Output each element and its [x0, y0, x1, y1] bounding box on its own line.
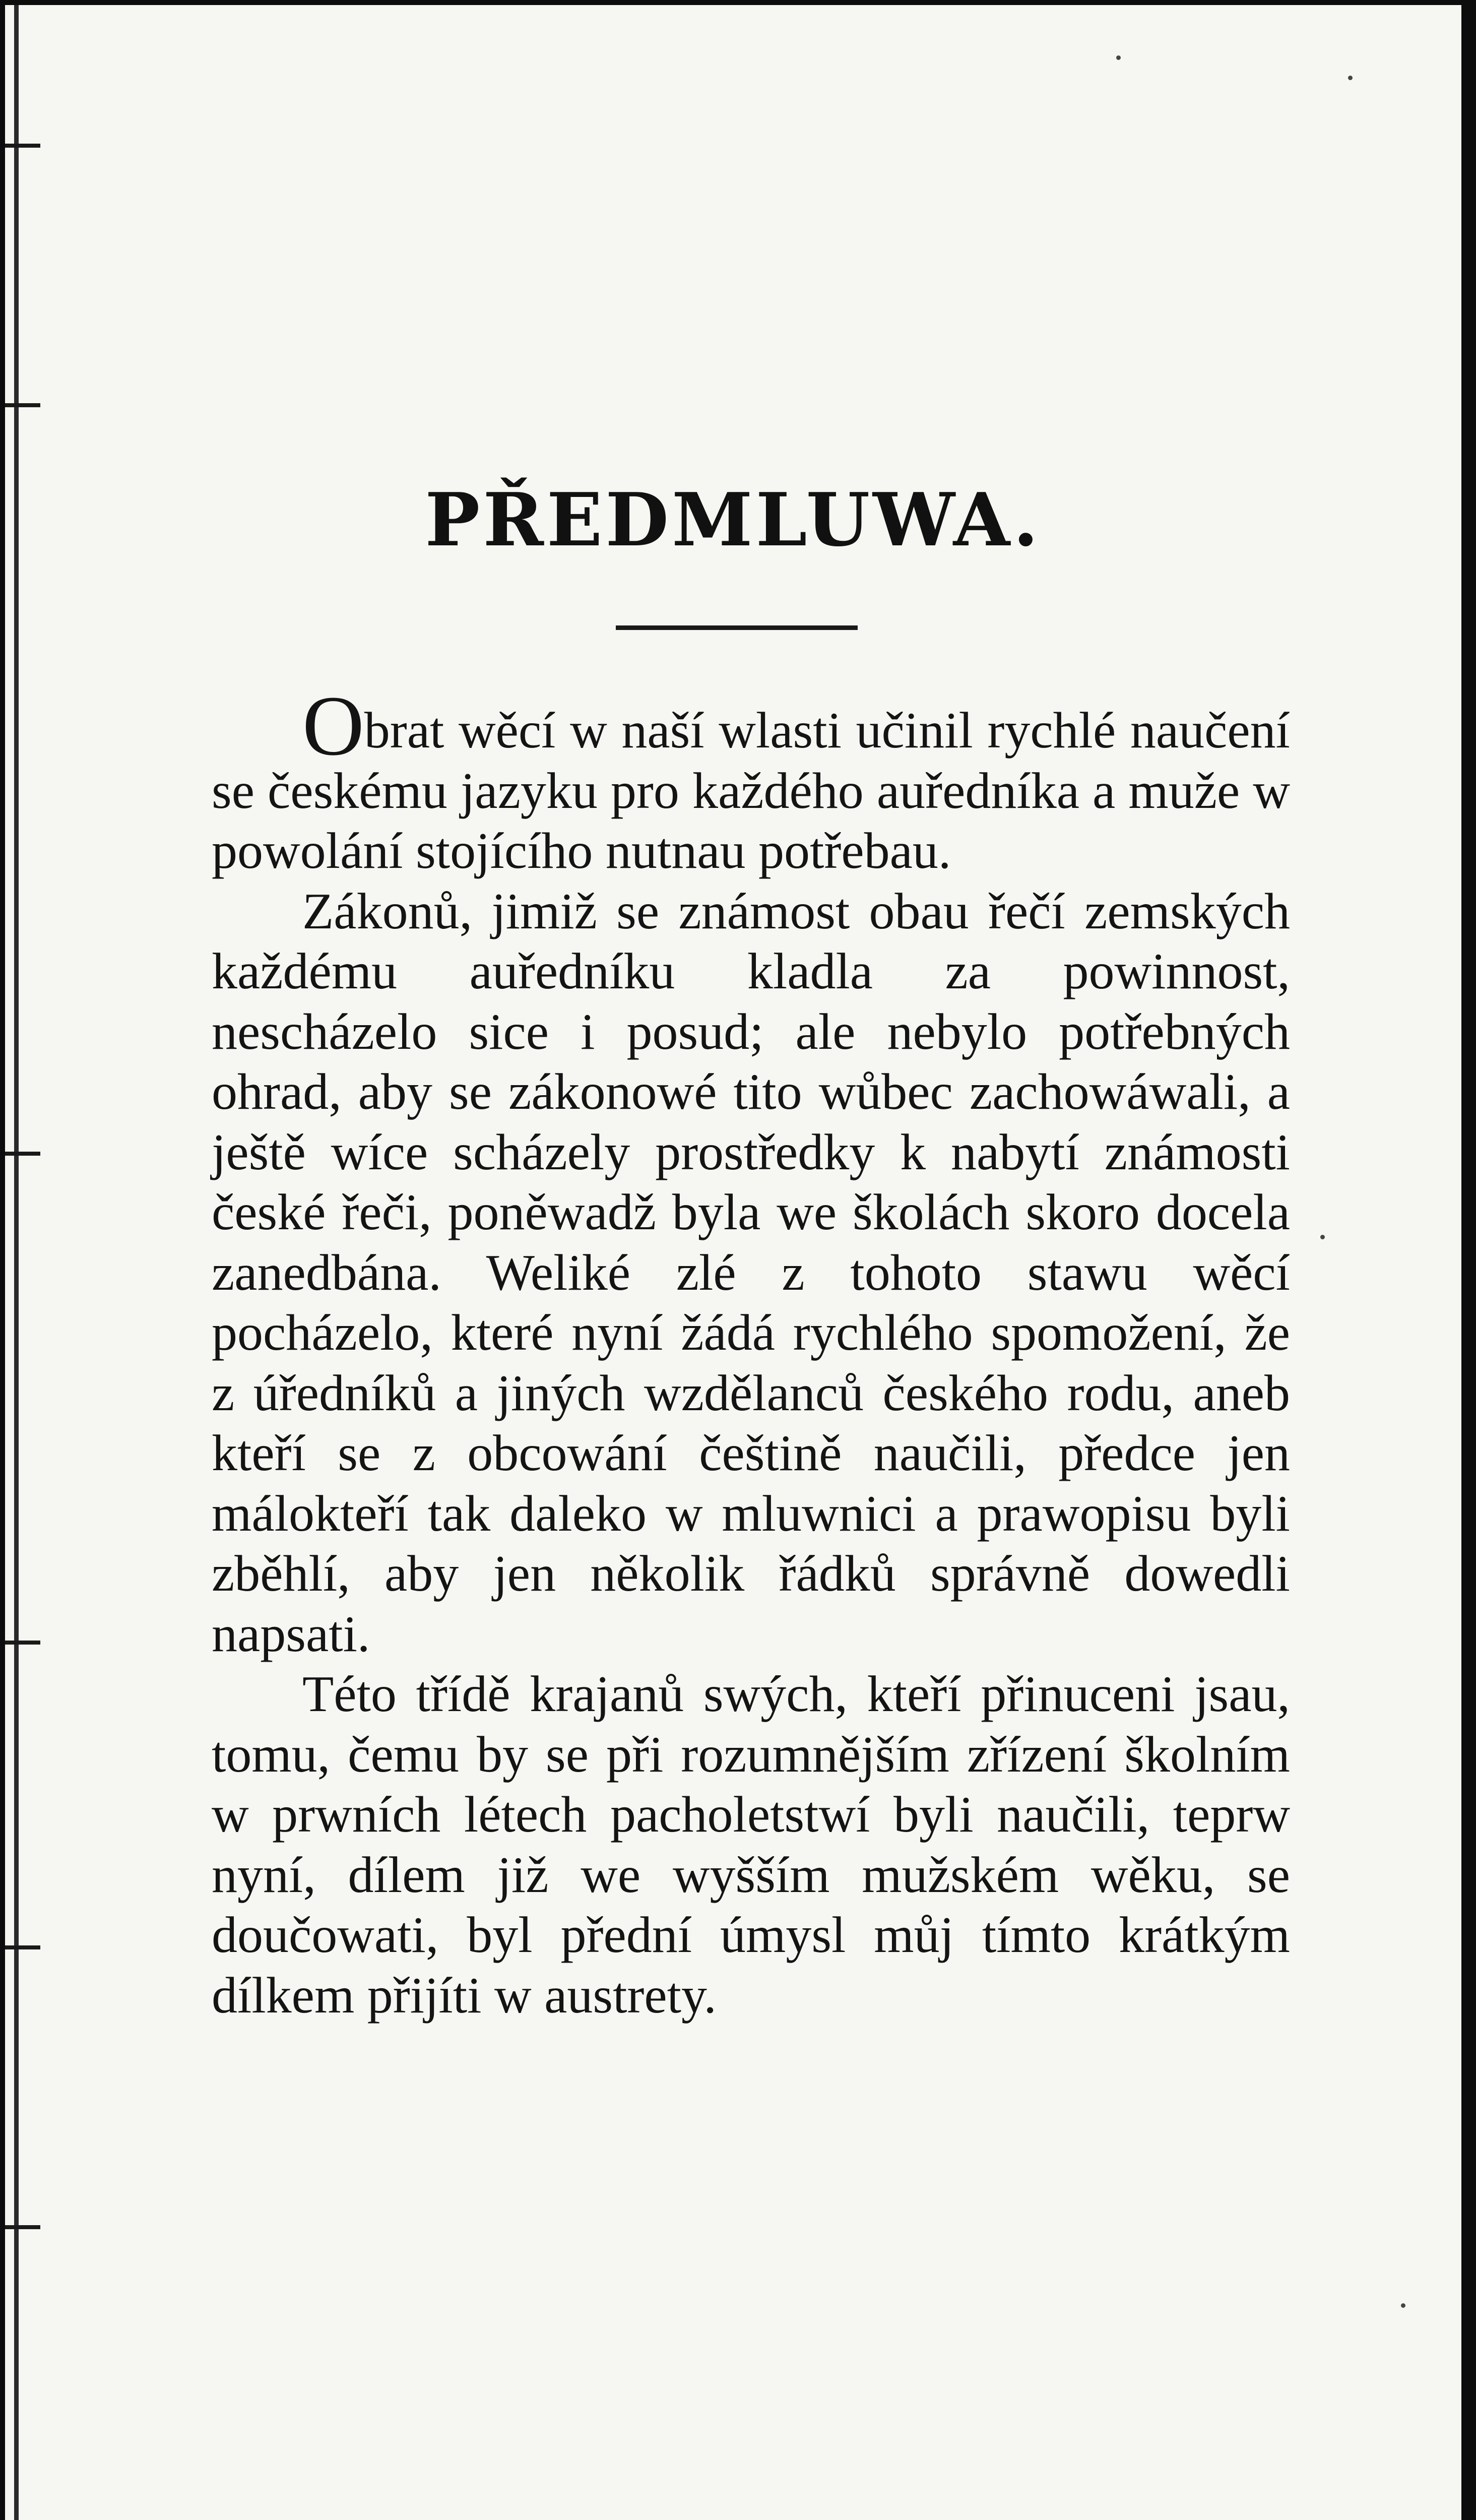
- title-rule: [616, 625, 858, 630]
- paragraph-text: Této třídě krajanů swých, kteří přinuceni jsau, tomu, čemu by se při rozumnějším zřízení školním w prwních létech pacholetstwí byli naučili, teprw nyní, dílem již we wyšším mužském wěku, se doučowati, byl přední úmysl můj tímto krátkým dílkem přijíti w austrety.: [212, 1666, 1290, 2024]
- paper-speck: [1320, 1235, 1325, 1239]
- book-page: [5, 5, 1461, 2520]
- margin-tick: [5, 403, 40, 407]
- paper-speck: [1401, 2303, 1405, 2308]
- margin-tick: [5, 1152, 40, 1156]
- margin-tick: [5, 2225, 40, 2229]
- paragraph-text: brat wěcí w naší wlasti učinil rychlé naučení se českému jazyku pro každého auředníka a muže w powolání stojícího nutnau potřebau.: [212, 702, 1290, 879]
- paragraph: [212, 881, 1290, 1665]
- page-title: PŘEDMLUWA.: [425, 477, 1042, 563]
- paragraph: [212, 678, 1290, 881]
- margin-tick: [5, 144, 40, 148]
- page-binding-edge: [14, 5, 19, 2520]
- preface-body: [212, 678, 1290, 2026]
- paragraph-text: Zákonů, jimiž se známost obau řečí zemských každému auředníku kladla za powinnost, nescházelo sice i posud; ale nebylo potřebných ohrad, aby se zákonowé tito wůbec zachowáwali, a ještě wíce scházely prostředky k nabytí známosti české řeči, poněwadž byla we školách skoro docela zanedbána. Weliké zlé z tohoto stawu wěcí pocházelo, které nyní žádá rychlého spomožení, že z úředníků a jiných wzdělanců českého rodu, aneb kteří se z obcowání češtině naučili, předce jen málokteří tak daleko w mluwnici a prawopisu byli zběhlí, aby jen několik řádků správně dowedli napsati.: [212, 883, 1290, 1663]
- paper-speck: [1348, 76, 1353, 80]
- margin-tick: [5, 1641, 40, 1645]
- initial-letter: O: [302, 678, 364, 773]
- paragraph: [212, 1664, 1290, 2026]
- paper-speck: [1116, 55, 1121, 60]
- margin-tick: [5, 1945, 40, 1949]
